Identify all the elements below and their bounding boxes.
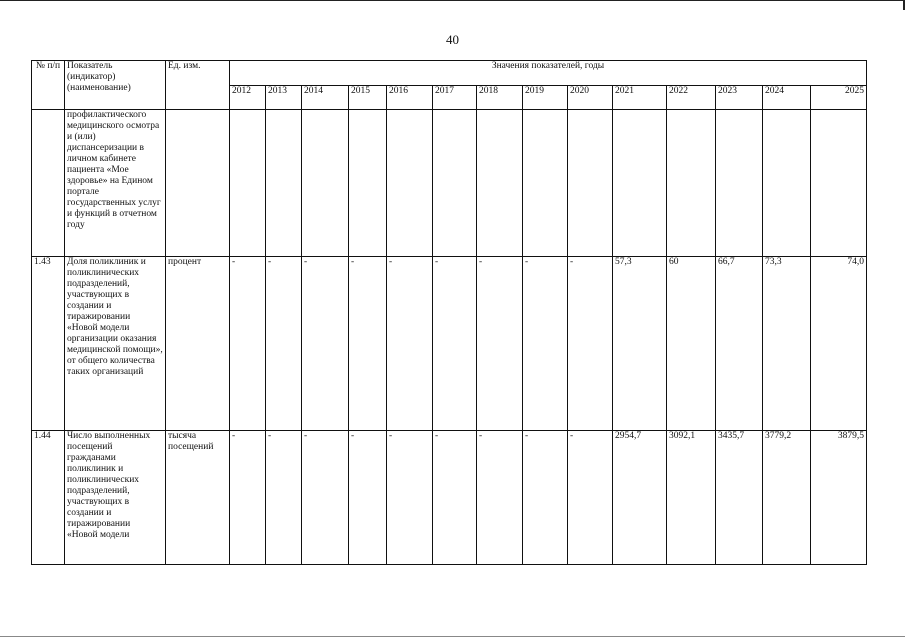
value-cell: - xyxy=(266,431,302,565)
value-cell: - xyxy=(230,257,266,431)
value-cell xyxy=(568,110,613,257)
value-cell: 2954,7 xyxy=(613,431,667,565)
value-cell: - xyxy=(523,257,568,431)
value-cell: 57,3 xyxy=(613,257,667,431)
table-row xyxy=(32,257,867,431)
year-header: 2022 xyxy=(667,86,716,110)
value-cell: 3092,1 xyxy=(667,431,716,565)
header-num: № п/п xyxy=(32,61,65,110)
row-number xyxy=(32,110,65,257)
row-number: 1.44 xyxy=(32,431,65,565)
year-header: 2025 xyxy=(811,86,867,110)
scan-bottom-border xyxy=(0,636,905,637)
header-values: Значения показателей, годы xyxy=(230,61,867,86)
year-header: 2023 xyxy=(716,86,763,110)
year-header: 2016 xyxy=(387,86,433,110)
value-cell: - xyxy=(568,431,613,565)
header-row-1 xyxy=(32,61,867,86)
year-header: 2015 xyxy=(349,86,387,110)
value-cell: - xyxy=(568,257,613,431)
value-cell: - xyxy=(433,257,477,431)
table-row xyxy=(32,110,867,257)
page-number: 40 xyxy=(446,32,459,47)
year-header: 2014 xyxy=(302,86,349,110)
header-unit: Ед. изм. xyxy=(166,61,230,110)
value-cell: - xyxy=(433,431,477,565)
value-cell xyxy=(387,110,433,257)
value-cell xyxy=(230,110,266,257)
header-indicator: Показатель (индикатор) (наименование) xyxy=(65,61,166,110)
indicators-table xyxy=(31,60,867,565)
value-cell: - xyxy=(230,431,266,565)
value-cell: 60 xyxy=(667,257,716,431)
value-cell: 66,7 xyxy=(716,257,763,431)
year-header: 2012 xyxy=(230,86,266,110)
value-cell xyxy=(613,110,667,257)
value-cell xyxy=(763,110,811,257)
row-unit: процент xyxy=(166,257,230,431)
value-cell: - xyxy=(523,431,568,565)
row-indicator: профилактического медицинского осмотра и (или) диспансеризации в личном кабинете пациента «Мое здоровье» на Едином портале государственных услуг и функций в отчетном году xyxy=(65,110,166,257)
value-cell: - xyxy=(302,431,349,565)
value-cell: - xyxy=(387,431,433,565)
value-cell xyxy=(523,110,568,257)
value-cell: - xyxy=(477,257,523,431)
year-header: 2018 xyxy=(477,86,523,110)
year-header: 2020 xyxy=(568,86,613,110)
table-row xyxy=(32,431,867,565)
value-cell: 3435,7 xyxy=(716,431,763,565)
row-unit xyxy=(166,110,230,257)
value-cell: - xyxy=(266,257,302,431)
year-header: 2013 xyxy=(266,86,302,110)
year-header: 2021 xyxy=(613,86,667,110)
value-cell: 3779,2 xyxy=(763,431,811,565)
value-cell xyxy=(433,110,477,257)
value-cell xyxy=(716,110,763,257)
value-cell xyxy=(811,110,867,257)
value-cell: - xyxy=(387,257,433,431)
value-cell: - xyxy=(349,431,387,565)
value-cell: - xyxy=(477,431,523,565)
year-header: 2019 xyxy=(523,86,568,110)
value-cell: 3879,5 xyxy=(811,431,867,565)
value-cell: - xyxy=(302,257,349,431)
value-cell xyxy=(302,110,349,257)
value-cell: 73,3 xyxy=(763,257,811,431)
row-indicator: Число выполненных посещений гражданами поликлиник и поликлинических подразделений, участвующих в создании и тиражировании «Новой модели xyxy=(65,431,166,565)
value-cell xyxy=(266,110,302,257)
year-header: 2024 xyxy=(763,86,811,110)
year-header: 2017 xyxy=(433,86,477,110)
row-indicator: Доля поликлиник и поликлинических подразделений, участвующих в создании и тиражировании «Новой модели организации оказания медицинской помощи», от общего количества таких организаций xyxy=(65,257,166,431)
value-cell: - xyxy=(349,257,387,431)
value-cell xyxy=(477,110,523,257)
value-cell xyxy=(349,110,387,257)
scan-top-border xyxy=(0,0,905,1)
row-number: 1.43 xyxy=(32,257,65,431)
value-cell: 74,0 xyxy=(811,257,867,431)
row-unit: тысяча посещений xyxy=(166,431,230,565)
value-cell xyxy=(667,110,716,257)
